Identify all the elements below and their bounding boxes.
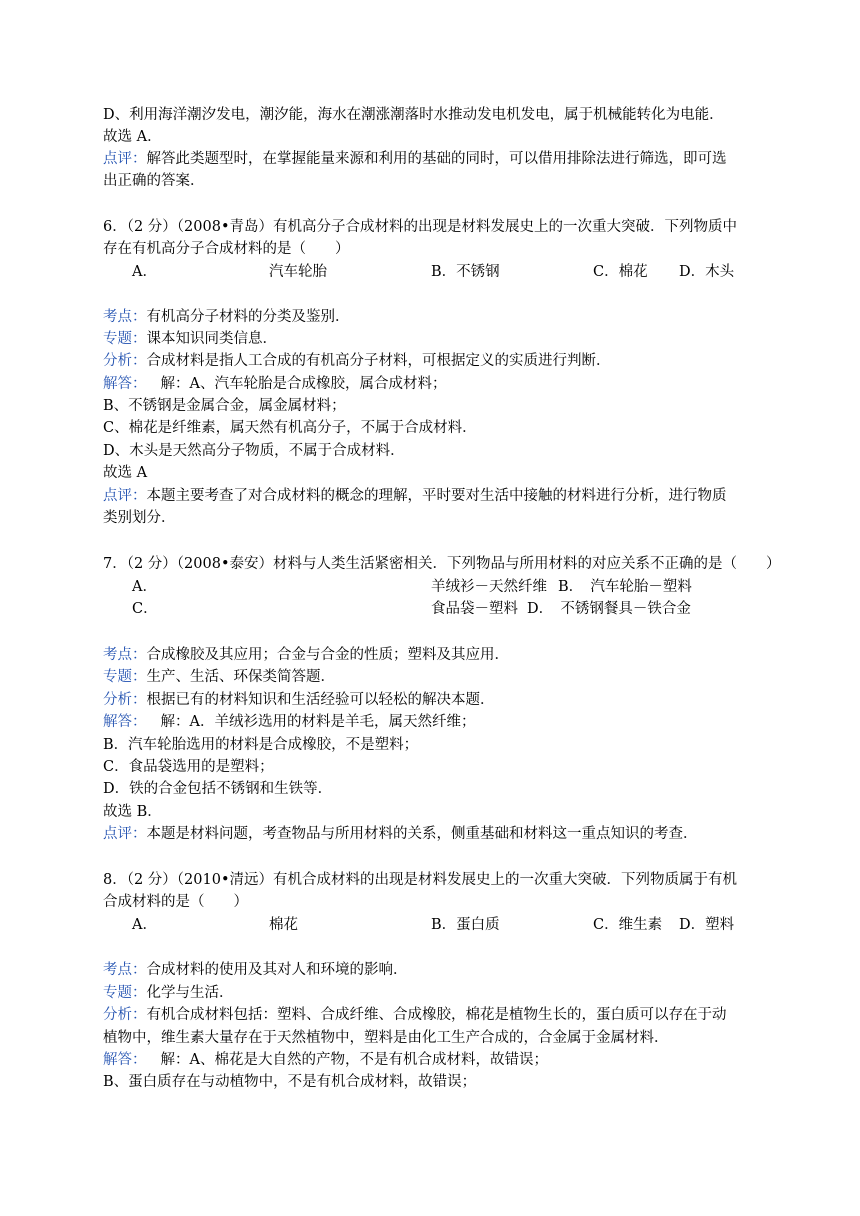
kaodian-text: 合成橡胶及其应用；合金与合金的性质；塑料及其应用． (146, 647, 509, 663)
q8-stem-line-1: 8．（2 分）（2010•清远）有机合成材料的出现是材料发展史上的一次重大突破．下列物质属于有机 (103, 872, 738, 888)
fenxi-text: 有机合成材料包括：塑料、合成纤维、合成橡胶，棉花是植物生长的，蛋白质可以存在于动 (146, 1007, 727, 1023)
q6-option-b: B．不锈钢 (431, 264, 500, 280)
fenxi-text: 根据已有的材料知识和生活经验可以轻松的解决本题． (146, 692, 495, 708)
zhuanti-tag: 专题： (103, 331, 147, 347)
fenxi-text: 合成材料是指人工合成的有机高分子材料，可根据定义的实质进行判断． (146, 353, 611, 369)
fenxi-tag: 分析： (103, 1007, 147, 1023)
q7-zhuanti (103, 666, 335, 688)
zhuanti-text: 课本知识同类信息． (146, 331, 277, 347)
q6-option-c: C．棉花 (593, 264, 648, 280)
q8-stem-line-2: 合成材料的是（ ） (103, 894, 248, 910)
q7-option-c-label: C． (132, 601, 158, 617)
kaodian-text: 合成材料的使用及其对人和环境的影响． (146, 962, 408, 978)
kaodian-tag: 考点： (103, 962, 147, 978)
q8-option-d: D．塑料 (679, 917, 735, 933)
q6-fenxi (103, 350, 611, 372)
zhuanti-tag: 专题： (103, 669, 147, 685)
dianping-tag: 点评： (103, 488, 147, 504)
jieda-text: 解：A、汽车轮胎是合成橡胶，属合成材料； (160, 376, 447, 392)
q8-solution-b: B、蛋白质存在与动植物中，不是有机合成材料，故错误； (103, 1074, 477, 1090)
q7-option-d: D． 不锈钢餐具－铁合金 (527, 601, 691, 617)
fenxi-tag: 分析： (103, 353, 147, 369)
jieda-text: 解：A、棉花是大自然的产物，不是有机合成材料，故错误； (160, 1052, 548, 1068)
comment-tag: 点评： (103, 151, 147, 167)
q8-fenxi (103, 1004, 727, 1026)
solution-line-d: D、利用海洋潮汐发电，潮汐能，海水在潮涨潮落时水推动发电机发电，属于机械能转化为电能． (103, 107, 724, 123)
q7-answer: 故选 B． (103, 804, 162, 820)
q6-stem-line-2: 存在有机高分子合成材料的是（ ） (103, 241, 350, 257)
q8-jieda (103, 1049, 548, 1071)
comment-line-2: 出正确的答案． (103, 173, 205, 189)
q8-fenxi-2: 植物中，维生素大量存在于天然植物中，塑料是由化工生产合成的，合金属于金属材料． (103, 1030, 669, 1046)
q6-solution-c: C、棉花是纤维素，属天然有机高分子，不属于合成材料． (103, 420, 477, 436)
q6-dianping-2: 类别划分． (103, 510, 176, 526)
q6-solution-d: D、木头是天然高分子物质，不属于合成材料． (103, 443, 405, 459)
comment-text: 解答此类题型时，在掌握能量来源和利用的基础的同时，可以借用排除法进行筛选，即可选 (146, 151, 727, 167)
q8-option-a-label: A． (132, 917, 157, 933)
q6-dianping (103, 485, 727, 507)
q7-kaodian (103, 644, 509, 666)
q8-option-a-text: 棉花 (269, 917, 298, 933)
q7-option-c-text: 食品袋－塑料 (431, 601, 518, 617)
q6-jieda (103, 373, 446, 395)
q8-option-b: B．蛋白质 (431, 917, 500, 933)
q6-solution-b: B、不锈钢是金属合金，属金属材料； (103, 398, 346, 414)
q7-solution-b: B．汽车轮胎选用的材料是合成橡胶，不是塑料； (103, 737, 419, 753)
answer-line: 故选 A． (103, 129, 162, 145)
kaodian-text: 有机高分子材料的分类及鉴别． (146, 309, 350, 325)
q7-stem: 7．（2 分）（2008•泰安）材料与人类生活紧密相关．下列物品与所用材料的对应关系不正确的是（ ） (103, 556, 781, 572)
q7-fenxi (103, 689, 495, 711)
q6-answer: 故选 A (103, 465, 148, 481)
q8-kaodian (103, 959, 408, 981)
q8-zhuanti (103, 982, 234, 1004)
jieda-tag: 解答： (103, 376, 147, 392)
dianping-text: 本题是材料问题，考查物品与所用材料的关系，侧重基础和材料这一重点知识的考查． (146, 826, 698, 842)
dianping-text: 本题主要考查了对合成材料的概念的理解，平时要对生活中接触的材料进行分析，进行物质 (146, 488, 727, 504)
q7-option-a-text: 羊绒衫－天然纤维 (431, 579, 547, 595)
jieda-tag: 解答： (103, 1052, 147, 1068)
q7-solution-c: C．食品袋选用的是塑料； (103, 759, 274, 775)
q6-option-a-text: 汽车轮胎 (269, 264, 327, 280)
dianping-tag: 点评： (103, 826, 147, 842)
q7-option-b: B． 汽车轮胎－塑料 (558, 579, 692, 595)
q6-kaodian (103, 306, 350, 328)
comment-line (103, 148, 727, 170)
q6-stem-line-1: 6．（2 分）（2008•青岛）有机高分子合成材料的出现是材料发展史上的一次重大突破．下列物质中 (103, 219, 738, 235)
jieda-text: 解：A．羊绒衫选用的材料是羊毛，属天然纤维； (160, 714, 476, 730)
q6-option-a-label: A． (132, 264, 157, 280)
zhuanti-tag: 专题： (103, 985, 147, 1001)
kaodian-tag: 考点： (103, 647, 147, 663)
kaodian-tag: 考点： (103, 309, 147, 325)
q7-jieda (103, 711, 475, 733)
q6-zhuanti (103, 328, 277, 350)
jieda-tag: 解答： (103, 714, 147, 730)
q8-option-c: C．维生素 (593, 917, 663, 933)
q7-option-a-label: A． (132, 579, 157, 595)
q7-solution-d: D．铁的合金包括不锈钢和生铁等． (103, 781, 333, 797)
zhuanti-text: 生产、生活、环保类简答题． (146, 669, 335, 685)
fenxi-tag: 分析： (103, 692, 147, 708)
zhuanti-text: 化学与生活． (146, 985, 234, 1001)
q7-dianping (103, 823, 698, 845)
q6-option-d: D．木头 (679, 264, 735, 280)
